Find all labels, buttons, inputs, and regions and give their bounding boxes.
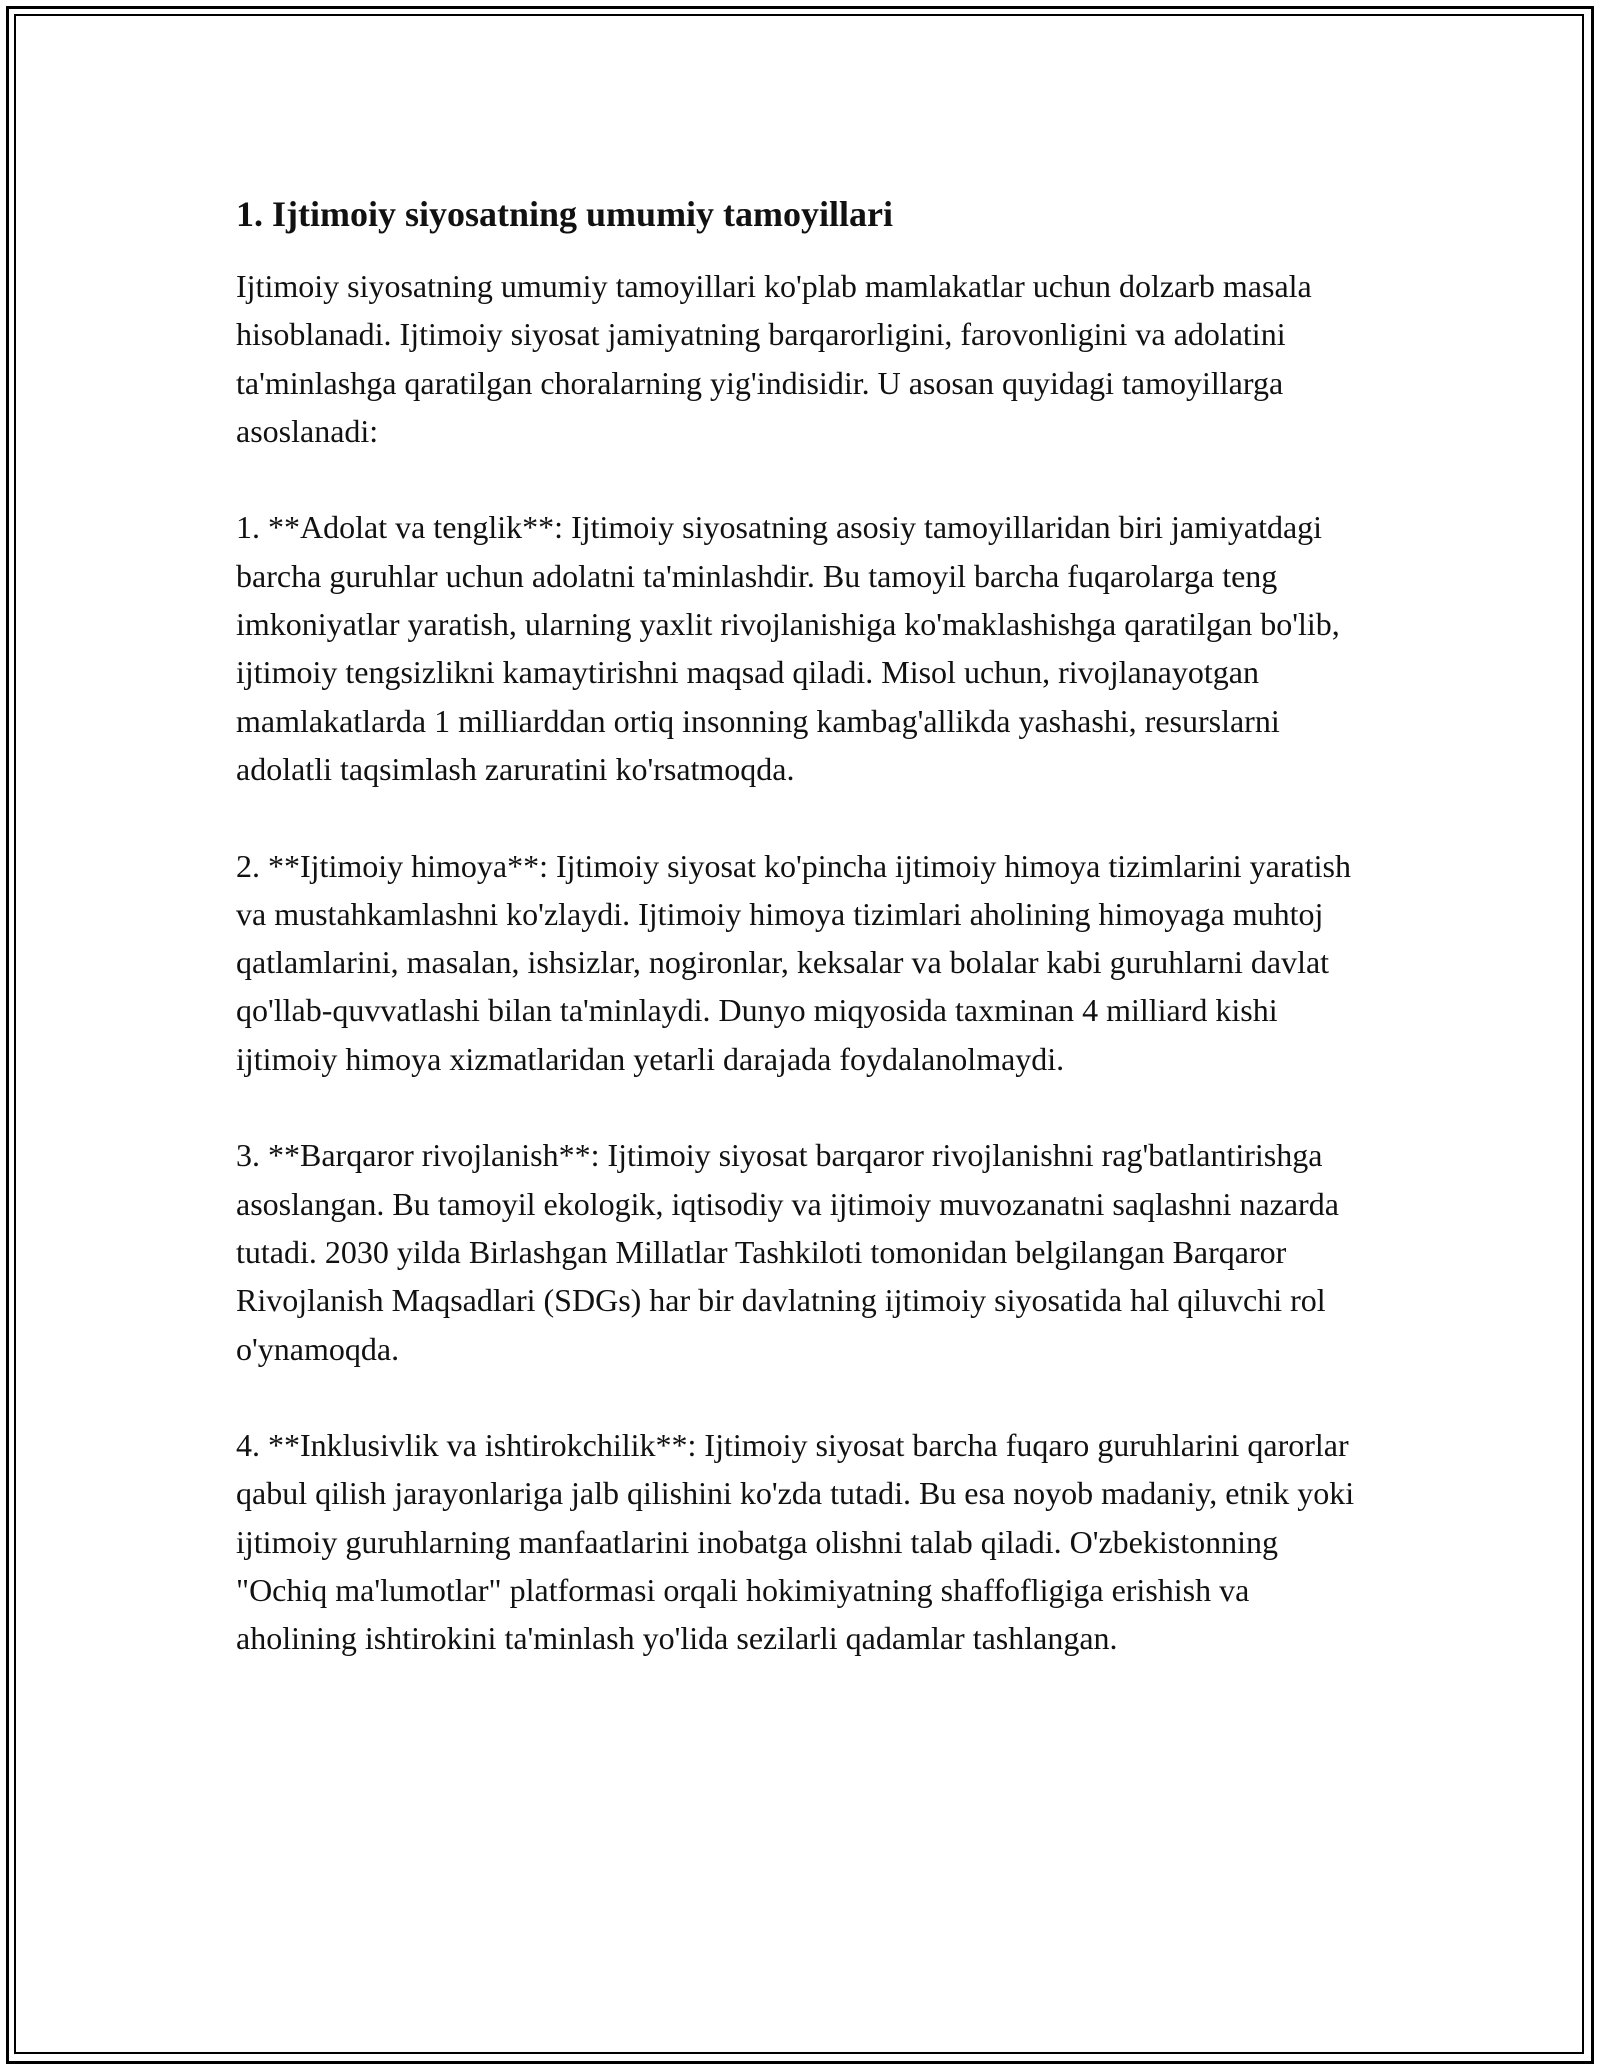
principle-sustainable-development-paragraph: 3. **Barqaror rivojlanish**: Ijtimoiy siyosat barqaror rivojlanishni rag'batlantirishga asoslangan. Bu tamoyil ekologik, iqtisodiy va ijtimoiy muvozanatni saqlashni nazarda tutadi. 2030 yilda Birlashgan Millatlar Tashkiloti tomonidan belgilangan Barqaror Rivojlanish Maqsadlari (SDGs) har bir davlatning ijtimoiy siyosatida hal qiluvchi rol o'ynamoqda. xyxy=(236,1137,1339,1367)
principle-social-protection-paragraph: 2. **Ijtimoiy himoya**: Ijtimoiy siyosat ko'pincha ijtimoiy himoya tizimlarini yaratish va mustahkamlashni ko'zlaydi. Ijtimoiy himoya tizimlari aholining himoyaga muhtoj qatlamlarini, masalan, ishsizlar, nogironlar, keksalar va bolalar kabi guruhlarni davlat qo'llab-quvvatlashi bilan ta'minlaydi. Dunyo miqyosida taxminan 4 milliard kishi ijtimoiy himoya xizmatlaridan yetarli darajada foydalanolmaydi. xyxy=(236,847,1351,1077)
principle-justice-paragraph: 1. **Adolat va tenglik**: Ijtimoiy siyosatning asosiy tamoyillaridan biri jamiyatdagi barcha guruhlar uchun adolatni ta'minlashdir. Bu tamoyil barcha fuqarolarga teng imkoniyatlar yaratish, ularning yaxlit rivojlanishiga ko'maklashishga qaratilgan bo'lib, ijtimoiy tengsizlikni kamaytirishni maqsad qiladi. Misol uchun, rivojlanayotgan mamlakatlarda 1 milliarddan ortiq insonning kambag'allikda yashashi, resurslarni adolatli taqsimlash zaruratini ko'rsatmoqda. xyxy=(236,509,1340,787)
document-body xyxy=(236,190,1376,1711)
section-heading: 1. Ijtimoiy siyosatning umumiy tamoyillari xyxy=(236,194,894,234)
intro-paragraph: Ijtimoiy siyosatning umumiy tamoyillari ko'plab mamlakatlar uchun dolzarb masala hisoblanadi. Ijtimoiy siyosat jamiyatning barqarorligini, farovonligini va adolatini ta'minlashga qaratilgan choralarning yig'indisidir. U asosan quyidagi tamoyillarga asoslanadi: xyxy=(236,268,1312,449)
principle-inclusivity-paragraph: 4. **Inklusivlik va ishtirokchilik**: Ijtimoiy siyosat barcha fuqaro guruhlarini qarorlar qabul qilish jarayonlariga jalb qilishini ko'zda tutadi. Bu esa noyob madaniy, etnik yoki ijtimoiy guruhlarning manfaatlarini inobatga olishni talab qiladi. O'zbekistonning "Ochiq ma'lumotlar" platformasi orqali hokimiyatning shaffofligiga erishish va aholining ishtirokini ta'minlash yo'lida sezilarli qadamlar tashlangan. xyxy=(236,1427,1355,1657)
